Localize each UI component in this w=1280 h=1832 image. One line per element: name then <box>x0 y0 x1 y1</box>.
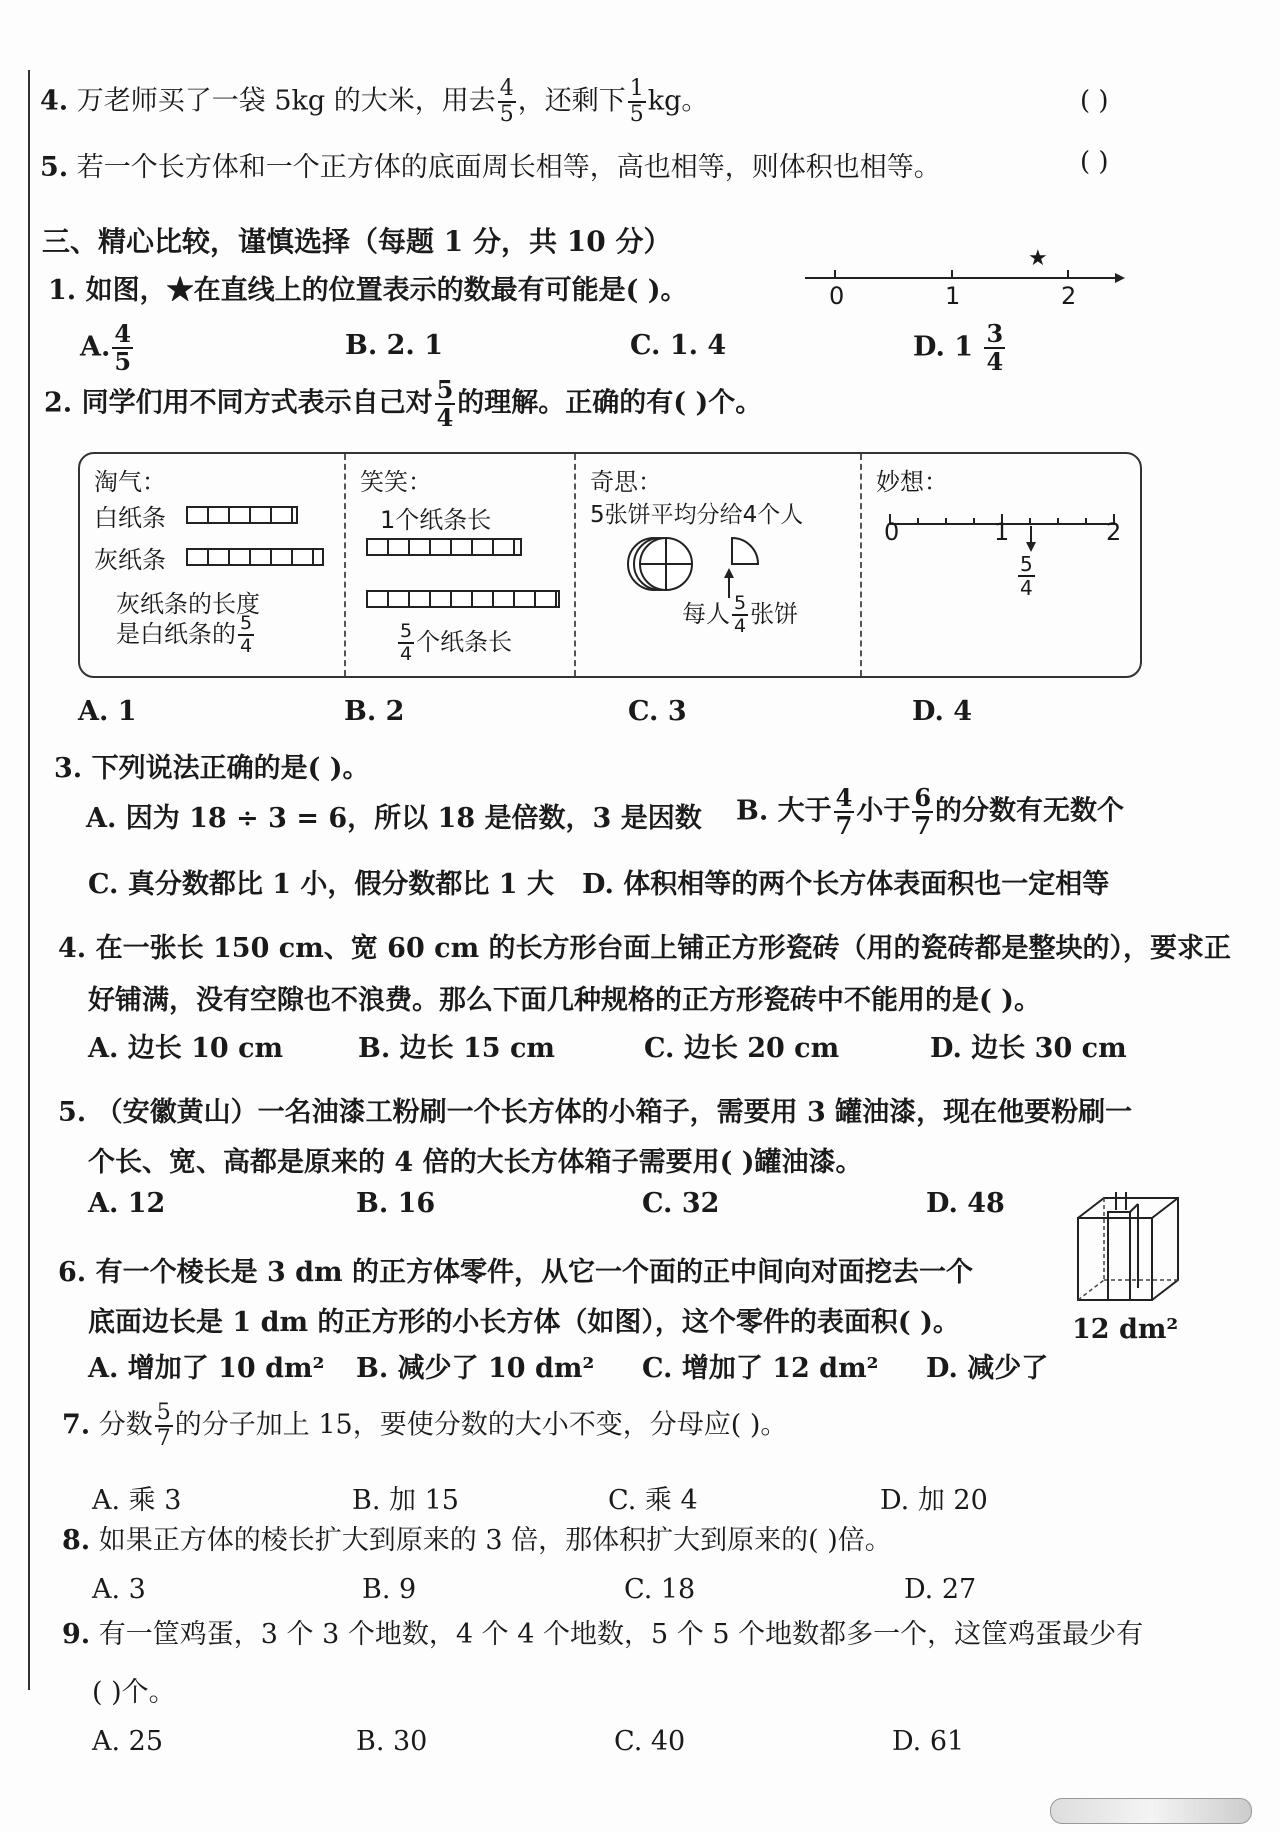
q2-option-a[interactable]: A. 1 <box>78 696 137 727</box>
panel3-bottom: 每人 $\frac{5}{4}$ 张饼 <box>682 592 799 637</box>
white-strip <box>186 506 298 524</box>
q6-option-d[interactable]: D. 减少了 <box>926 1353 1049 1384</box>
panel1-name: 淘气： <box>94 468 166 496</box>
panel4-tick-2: 2 <box>1106 518 1122 546</box>
question-8: 8. 如果正方体的棱长扩大到原来的 3 倍，那体积扩大到原来的( )倍。 <box>62 1525 892 1556</box>
pie-stack-figure <box>620 530 760 600</box>
question-7: 7. 分数 $\frac{5}{7}$ 的分子加上 15，要使分数的大小不变，分母应( )。 <box>62 1400 788 1451</box>
bottom-decoration <box>1050 1798 1252 1824</box>
divider <box>860 454 862 676</box>
panel2-bottom: $\frac{5}{4}$ 个纸条长 <box>400 620 513 665</box>
arrow-down-icon <box>1024 526 1038 552</box>
question-3: 3. 下列说法正确的是( )。 <box>54 753 370 784</box>
panel3-name: 奇思： <box>590 468 662 496</box>
panel1-desc2: 是白纸条的 $\frac{5}{4}$ <box>116 612 253 657</box>
one-strip <box>366 538 522 556</box>
question-4: 4. 在一张长 150 cm、宽 60 cm 的长方形台面上铺正方形瓷砖（用的瓷砖都是整块的），要求正 <box>58 933 1232 964</box>
question-2: 2. 同学们用不同方式表示自己对 $\frac{5}{4}$ 的理解。正确的有( )个。 <box>44 375 763 432</box>
judge-item-4: 4. 万老师买了一袋 5kg 的大米，用去 $\frac{4}{5}$ ，还剩下 $\frac{1}{5}$ kg。 <box>40 76 709 127</box>
tick-label-1: 1 <box>945 282 961 310</box>
q6-option-b[interactable]: B. 减少了 10 dm² <box>356 1353 595 1384</box>
question-5-line2: 个长、宽、高都是原来的 4 倍的大长方体箱子需要用( )罐油漆。 <box>88 1147 863 1178</box>
gray-strip <box>186 548 324 566</box>
divider <box>574 454 576 676</box>
q5-option-c[interactable]: C. 32 <box>642 1188 720 1219</box>
tick-label-0: 0 <box>829 282 845 310</box>
gray-strip-label: 灰纸条 <box>94 546 166 574</box>
q5-option-d[interactable]: D. 48 <box>926 1188 1005 1219</box>
q4-option-b[interactable]: B. 边长 15 cm <box>358 1033 556 1064</box>
q8-option-c[interactable]: C. 18 <box>624 1574 696 1605</box>
q1-option-d[interactable]: D. 1 $\frac{3}{4}$ <box>913 319 1004 376</box>
panel2-top: 1个纸条长 <box>380 506 492 534</box>
question-1: 1. 如图，★在直线上的位置表示的数最有可能是( )。 <box>48 275 688 306</box>
q8-option-d[interactable]: D. 27 <box>904 1574 977 1605</box>
q2-option-d[interactable]: D. 4 <box>912 696 973 727</box>
number-line-figure <box>800 242 1130 302</box>
question-6-line2: 底面边长是 1 dm 的正方形的小长方体（如图），这个零件的表面积( )。 <box>88 1307 960 1338</box>
q9-option-c[interactable]: C. 40 <box>614 1726 686 1757</box>
q7-option-a[interactable]: A. 乘 3 <box>92 1485 182 1516</box>
star-icon: ★ <box>1028 246 1048 271</box>
arrow-head <box>1115 273 1125 283</box>
left-margin-line <box>28 70 30 1690</box>
q4-option-c[interactable]: C. 边长 20 cm <box>644 1033 840 1064</box>
question-6: 6. 有一个棱长是 3 dm 的正方体零件，从它一个面的正中间向对面挖去一个 <box>58 1257 974 1288</box>
q9-option-d[interactable]: D. 61 <box>892 1726 965 1757</box>
q1-option-b[interactable]: B. 2. 1 <box>345 330 443 361</box>
white-strip-label: 白纸条 <box>94 504 166 532</box>
divider <box>344 454 346 676</box>
fraction: $\frac{4}{5}$ <box>499 76 514 127</box>
panel1-desc: 灰纸条的长度 <box>116 590 260 618</box>
panel4-name: 妙想： <box>876 468 948 496</box>
q2-option-b[interactable]: B. 2 <box>344 696 405 727</box>
q2-figure-panel <box>78 452 1142 678</box>
five-quarter-strip <box>366 590 560 608</box>
question-4-line2: 好铺满，没有空隙也不浪费。那么下面几种规格的正方形瓷砖中不能用的是( )。 <box>88 985 1041 1016</box>
q8-option-b[interactable]: B. 9 <box>362 1574 417 1605</box>
q6-option-a[interactable]: A. 增加了 10 dm² <box>88 1353 325 1384</box>
tick-label-2: 2 <box>1061 282 1077 310</box>
q7-option-b[interactable]: B. 加 15 <box>352 1485 459 1516</box>
fraction: $\frac{1}{5}$ <box>629 76 644 127</box>
question-5: 5. （安徽黄山）一名油漆工粉刷一个长方体的小箱子，需要用 3 罐油漆，现在他要粉刷一 <box>58 1097 1133 1128</box>
q9-option-a[interactable]: A. 25 <box>92 1726 164 1757</box>
hollow-cube-figure <box>1072 1192 1182 1308</box>
q3-option-b[interactable]: B. 大于 $\frac{4}{7}$ 小于 $\frac{6}{7}$ 的分数有无数个 <box>736 783 1125 840</box>
q5-option-b[interactable]: B. 16 <box>356 1188 436 1219</box>
question-9-line2[interactable]: ( )个。 <box>92 1677 176 1708</box>
judge-item-5: 5. 若一个长方体和一个正方体的底面周长相等，高也相等，则体积也相等。 <box>40 152 941 183</box>
answer-paren[interactable]: ( ) <box>1080 86 1109 116</box>
q4-option-d[interactable]: D. 边长 30 cm <box>930 1033 1127 1064</box>
q6-overflow-text: 12 dm² <box>1072 1314 1179 1345</box>
q4-option-a[interactable]: A. 边长 10 cm <box>88 1033 284 1064</box>
panel4-fraction: $\frac{5}{4}$ <box>1020 552 1033 600</box>
q3-option-a[interactable]: A. 因为 18 ÷ 3 = 6，所以 18 是倍数，3 是因数 <box>86 803 702 834</box>
question-9: 9. 有一筐鸡蛋，3 个 3 个地数，4 个 4 个地数，5 个 5 个地数都多一个，这筐鸡蛋最少有 <box>62 1619 1144 1650</box>
q5-option-a[interactable]: A. 12 <box>88 1188 166 1219</box>
q8-option-a[interactable]: A. 3 <box>92 1574 146 1605</box>
q7-option-d[interactable]: D. 加 20 <box>880 1485 988 1516</box>
panel2-name: 笑笑： <box>360 468 432 496</box>
panel4-tick-0: 0 <box>884 518 900 546</box>
q2-option-c[interactable]: C. 3 <box>628 696 687 727</box>
q3-option-c[interactable]: C. 真分数都比 1 小，假分数都比 1 大 <box>88 869 554 900</box>
q6-option-c[interactable]: C. 增加了 12 dm² <box>642 1353 879 1384</box>
q1-option-c[interactable]: C. 1. 4 <box>630 330 727 361</box>
panel4-tick-1: 1 <box>994 518 1010 546</box>
q3-option-d[interactable]: D. 体积相等的两个长方体表面积也一定相等 <box>582 869 1110 900</box>
q1-option-a[interactable]: A. $\frac{4}{5}$ <box>80 319 132 376</box>
q7-option-c[interactable]: C. 乘 4 <box>608 1485 698 1516</box>
answer-paren[interactable]: ( ) <box>1080 147 1109 177</box>
panel3-top: 5张饼平均分给4个人 <box>590 502 804 528</box>
section-title: 三、精心比较，谨慎选择（每题 1 分，共 10 分） <box>42 225 672 258</box>
q9-option-b[interactable]: B. 30 <box>356 1726 428 1757</box>
